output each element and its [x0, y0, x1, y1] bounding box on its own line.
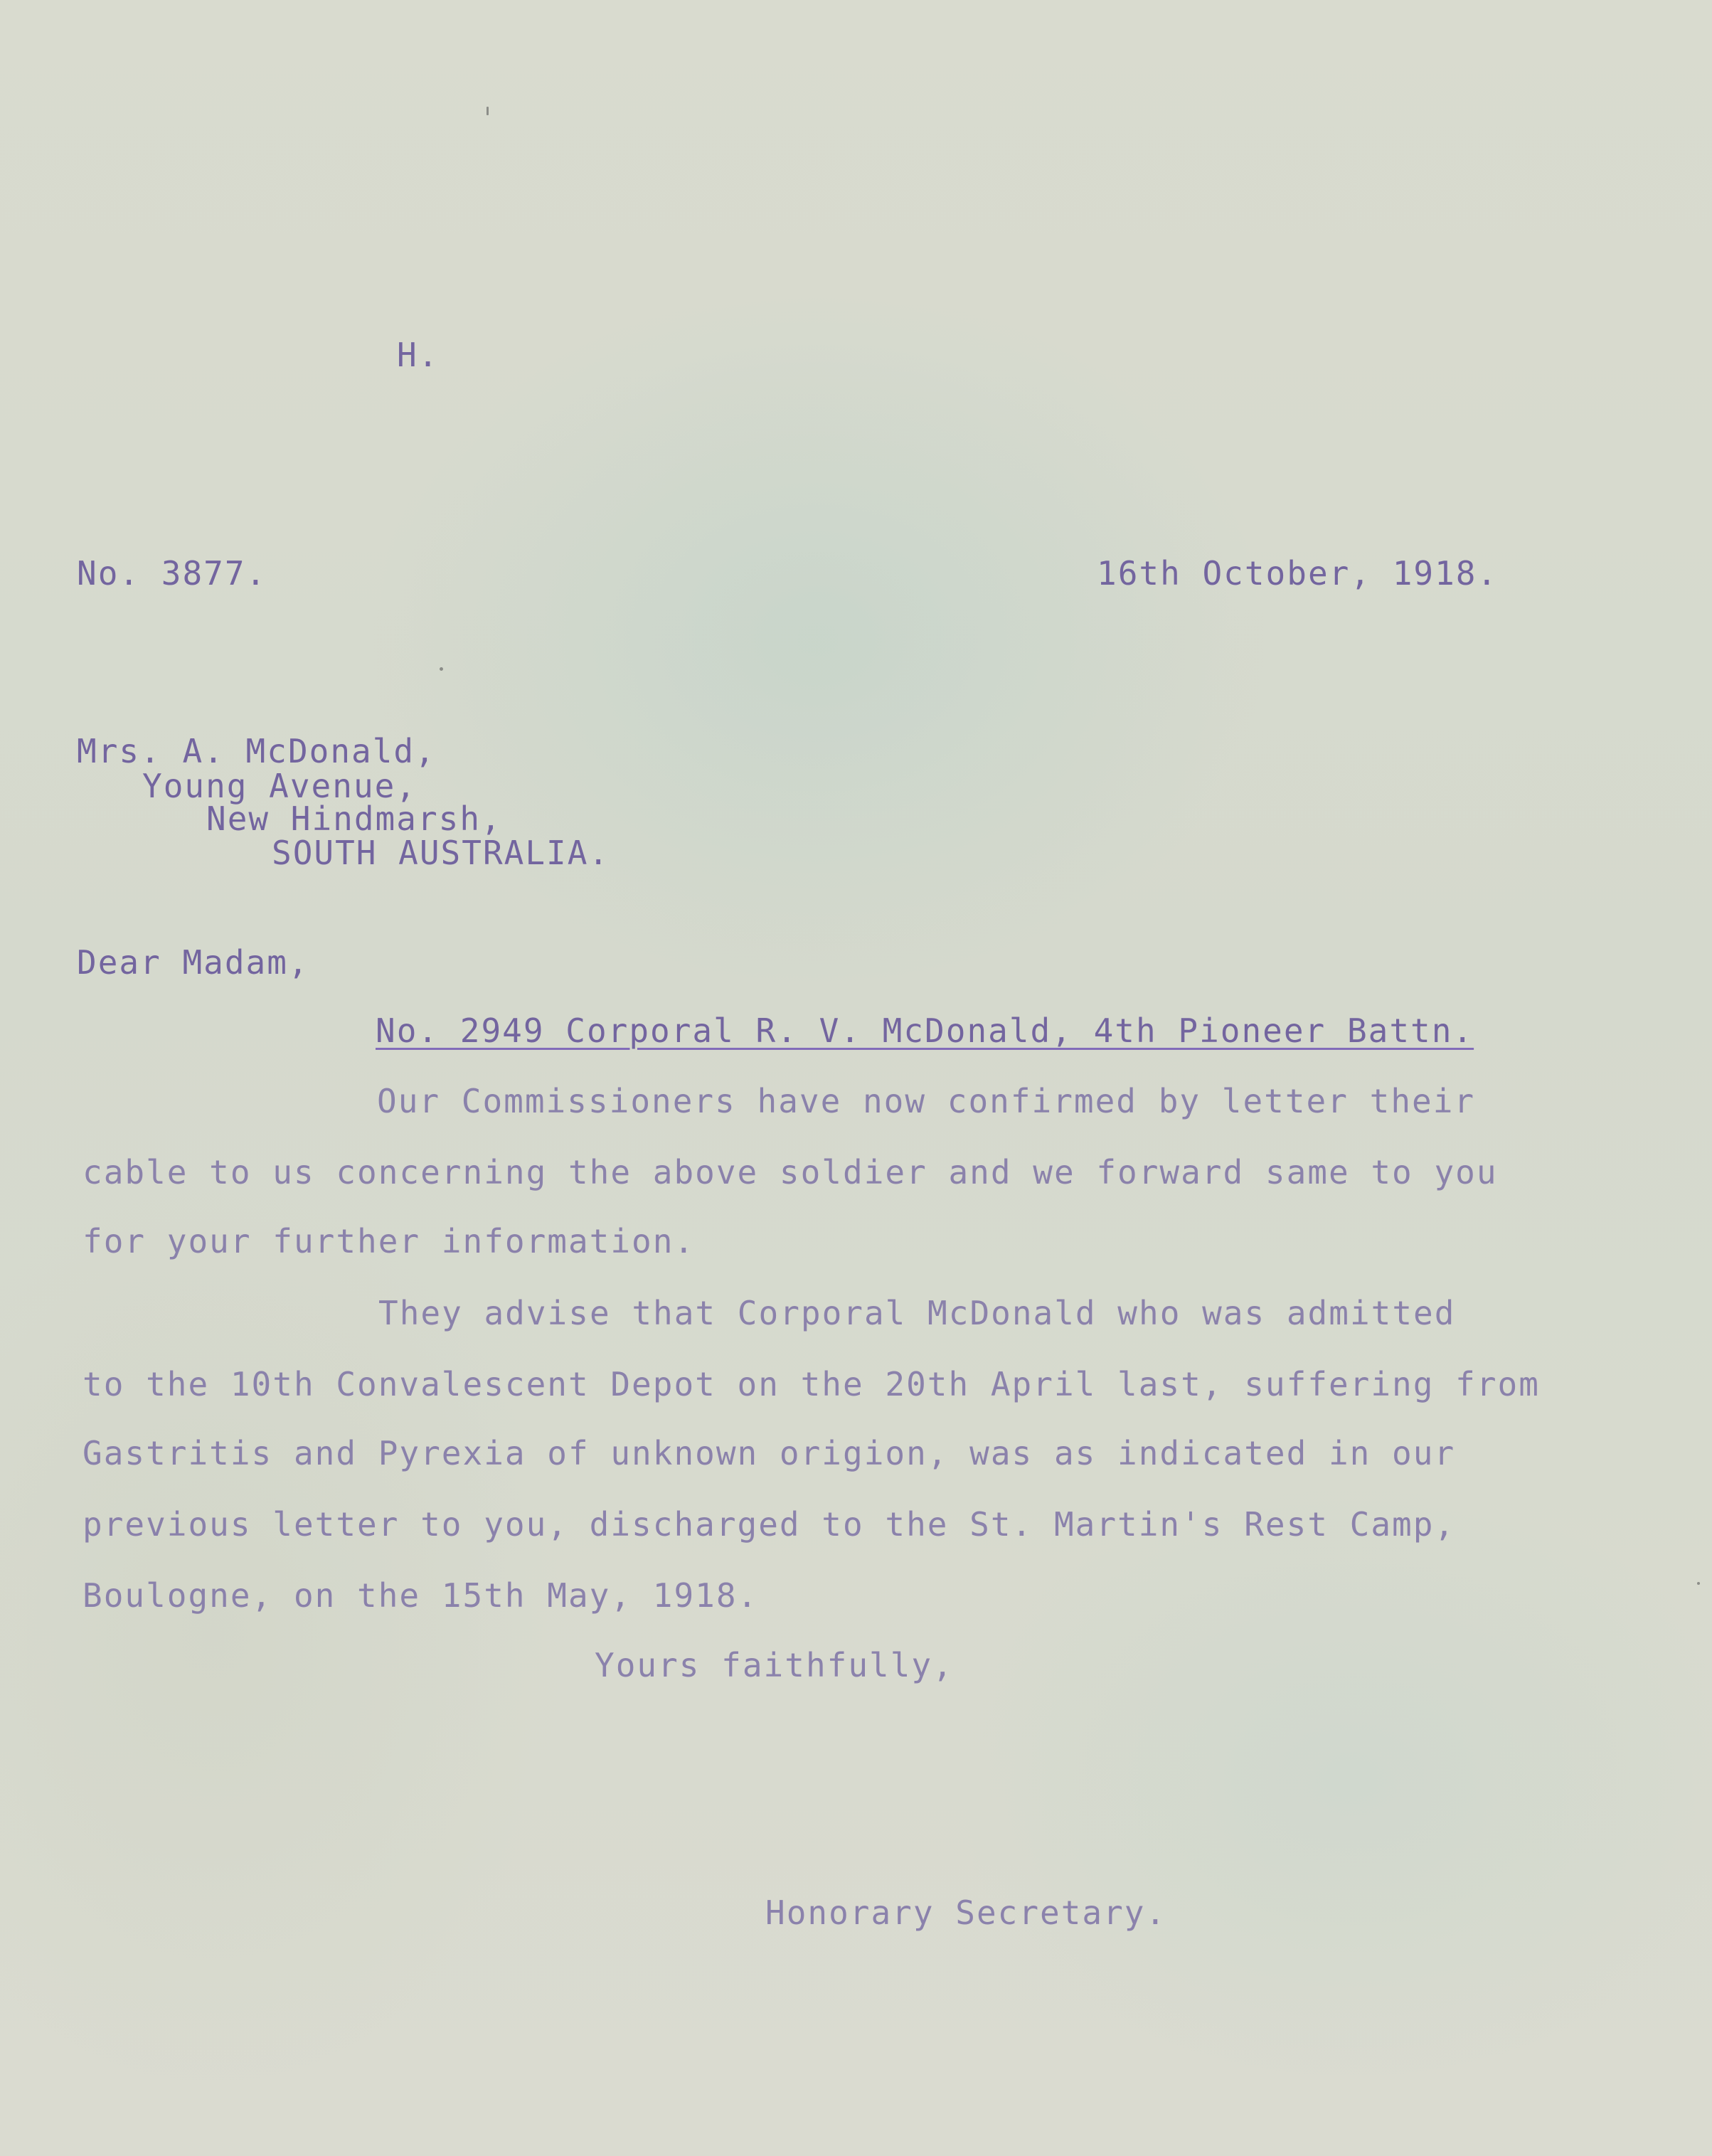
body-line: They advise that Corporal McDonald who was admitted — [378, 1294, 1456, 1332]
paper-speck — [1697, 1582, 1700, 1585]
body-line: Our Commissioners have now confirmed by letter their — [377, 1082, 1476, 1120]
body-line: for your further information. — [83, 1222, 696, 1260]
address-line: New Hindmarsh, — [206, 800, 502, 838]
salutation: Dear Madam, — [77, 943, 309, 982]
body-line: previous letter to you, discharged to the St. Martin's Rest Camp, — [83, 1505, 1456, 1544]
paper-speck — [440, 667, 443, 671]
body-line: Gastritis and Pyrexia of unknown origion, was as indicated in our — [83, 1434, 1456, 1472]
subject-line: No. 2949 Corporal R. V. McDonald, 4th Pioneer Battn. — [376, 1011, 1474, 1050]
body-line: cable to us concerning the above soldier and we forward same to you — [83, 1153, 1498, 1191]
signature-title: Honorary Secretary. — [765, 1894, 1167, 1932]
reference-number: No. 3877. — [77, 554, 267, 593]
closing: Yours faithfully, — [595, 1646, 954, 1684]
letter-date: 16th October, 1918. — [1097, 554, 1499, 593]
address-line: Mrs. A. McDonald, — [77, 732, 436, 770]
file-mark: H. — [397, 336, 440, 374]
address-line: Young Avenue, — [142, 767, 418, 805]
body-line: Boulogne, on the 15th May, 1918. — [83, 1576, 759, 1615]
body-line: to the 10th Convalescent Depot on the 20th April last, suffering from — [83, 1365, 1540, 1403]
address-line: SOUTH AUSTRALIA. — [272, 834, 610, 872]
paper-speck — [487, 107, 489, 115]
